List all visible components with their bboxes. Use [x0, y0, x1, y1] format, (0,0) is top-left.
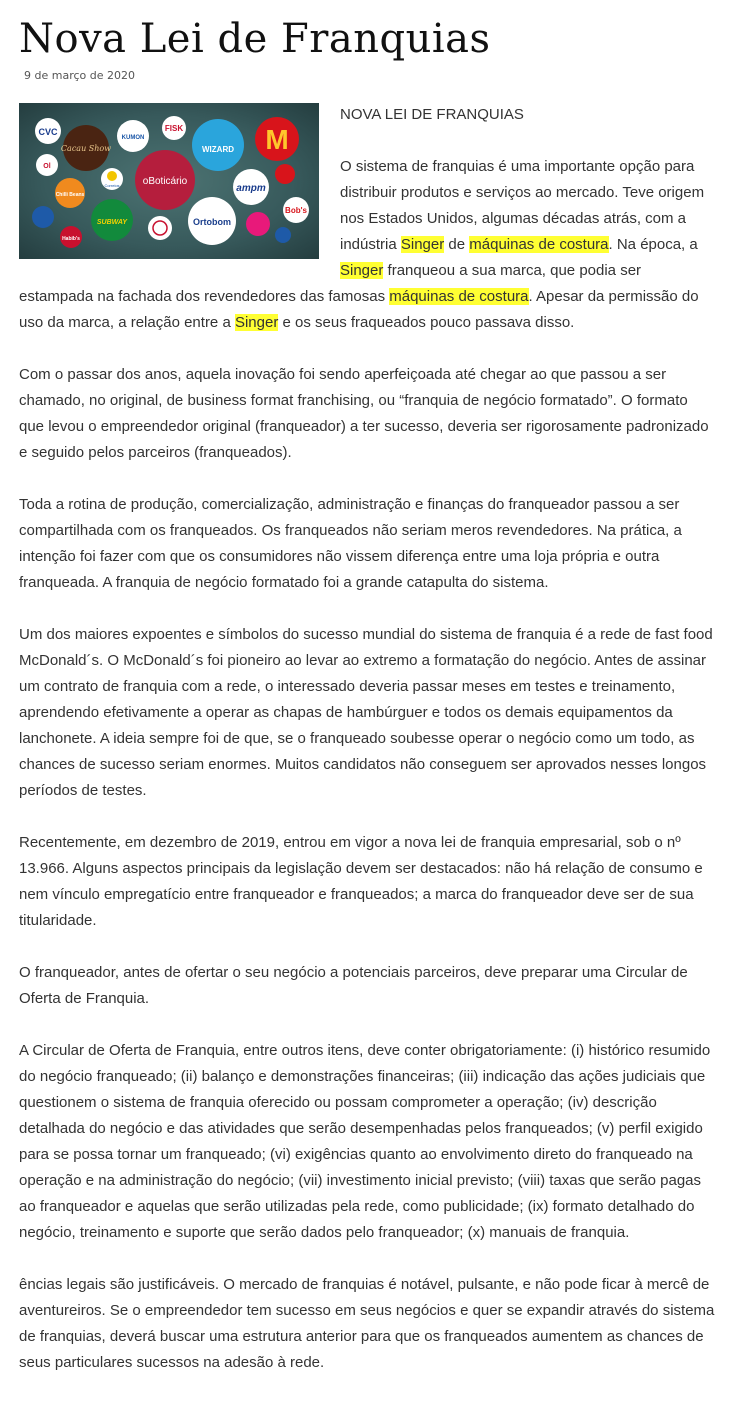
article	[19, 0, 715, 1402]
paragraph-1: O sistema de franquias é uma importante opção para distribuir produtos e serviços ao mercado. Teve origem nos Estados Unidos, algumas décadas atrás, com a indústria Singer de máquinas de costura. Na época, a Singer franqueou a sua marca, que podia ser estampada na fachada dos revendedores das famosas máquinas de costura. Apesar da permissão do uso da marca, a relação entre a Singer e os seus fraqueados pouco passava disso.	[19, 158, 705, 331]
brand-chilli-beans: Chilli Beans	[55, 192, 85, 198]
brand-ampm: ampm	[236, 183, 266, 194]
article-body	[19, 102, 715, 1376]
intro-heading: NOVA LEI DE FRANQUIAS	[340, 106, 524, 123]
brand-correios: Correios	[104, 183, 120, 188]
highlight-singer: Singer	[234, 314, 279, 331]
brand-kumon: KUMON	[121, 135, 145, 141]
brand-oboticario: oBoticário	[142, 176, 188, 187]
highlight-singer: Singer	[340, 262, 384, 279]
paragraph-5: Recentemente, em dezembro de 2019, entrou em vigor a nova lei de franquia empresarial, sob o nº 13.966. Alguns aspectos principais da legislação devem ser destacados: não há relação de consumo e nem vínculo empregatício entre franqueador e franqueados; a marca do franqueador deve ser de sua titularidade.	[19, 834, 703, 929]
highlight-maquinas-de-costura: máquinas de costura	[389, 288, 529, 305]
brand-mcdonalds: M	[265, 124, 289, 155]
highlight-maquinas-de-costura: máquinas de costura	[469, 236, 609, 253]
brand-cacau-show: Cacau Show	[60, 144, 112, 153]
brand-logos-collage	[19, 103, 319, 259]
paragraph-3: Toda a rotina de produção, comercialização, administração e finanças do franqueador passou a ser compartilhada com os franqueados. Os franqueados não seriam meros revendedores. Na prática, a intenção foi fazer com que os consumidores não vissem diferença entre uma loja própria e outra franqueada. A franquia de negócio formatado foi a grande catapulta do sistema.	[19, 496, 682, 591]
paragraph-4: Um dos maiores expoentes e símbolos do sucesso mundial do sistema de franquia é a rede de fast food McDonald´s. O McDonald´s foi pioneiro ao levar ao extremo a formatação do negócio. Antes de assinar um contrato de franquia com a rede, o interessado deveria passar meses em testes e treinamento, aprendendo efetivamente a operar as chapas de hambúrguer e todos os demais equipamentos da lanchonete. A ideia sempre foi de que, se o franqueado soubesse operar o negócio como um todo, as chances de sucesso seriam enormes. Muitos candidatos não conseguem ser aprovados nesses longos períodos de testes.	[19, 626, 713, 799]
paragraph-8: ências legais são justificáveis. O mercado de franquias é notável, pulsante, e não pode ficar à mercê de aventureiros. Se o empreendedor tem sucesso em seus negócios e quer se expandir através do sistema de franquias, deverá buscar uma estrutura anterior para que os franqueados aumentem as chances de seus particulares sucessos na adesão à rede.	[19, 1276, 715, 1371]
article-date: 9 de março de 2020	[24, 69, 135, 82]
brand-ortobom: Ortobom	[193, 217, 231, 227]
article-title: Nova Lei de Franquias	[19, 16, 491, 62]
brand-bobs: Bob's	[285, 206, 307, 215]
brand-fisk: FISK	[164, 124, 184, 133]
brand-habibs: Habib's	[62, 236, 80, 242]
paragraph-2: Com o passar dos anos, aquela inovação foi sendo aperfeiçoada até chegar ao que passou a ser chamado, no original, de business format franchising, ou “franquia de negócio formatado”. O formato que levou o empreendedor original (franqueador) a ter sucesso, deveria ser rigorosamente padronizado e seguido pelos parceiros (franqueados).	[19, 366, 709, 461]
brand-small-red: Ol	[43, 163, 51, 170]
highlight-singer: Singer	[400, 236, 445, 253]
brand-subway: SUBWAY	[96, 219, 128, 226]
brand-cvc: CVC	[38, 127, 58, 137]
brand-wizard: WIZARD	[202, 145, 234, 154]
franchise-brands-image[interactable]	[19, 103, 319, 259]
paragraph-6: O franqueador, antes de ofertar o seu negócio a potenciais parceiros, deve preparar uma Circular de Oferta de Franquia.	[19, 964, 688, 1007]
paragraph-7: A Circular de Oferta de Franquia, entre outros itens, deve conter obrigatoriamente: (i) histórico resumido do negócio franqueado; (ii) balanço e demonstrações financeiras; (iii) indicação das ações judiciais que questionem o sistema de franquia oferecido ou possam comprometer a operação; (iv) descrição detalhada do negócio e das atividades que serão desempenhadas pelos franqueados; (v) perfil exigido para se possa tornar um franqueado; (vi) exigências quanto ao envolvimento direto do franqueado na operação e na administração do negócio; (vii) investimento inicial previsto; (viii) taxas que serão pagas ao franqueador e aquelas que serão utilizadas pela rede, como publicidade; (ix) formato detalhado do negócio, treinamento e suporte que serão dados pelo franqueador; (x) manuais de franquia.	[19, 1042, 711, 1241]
